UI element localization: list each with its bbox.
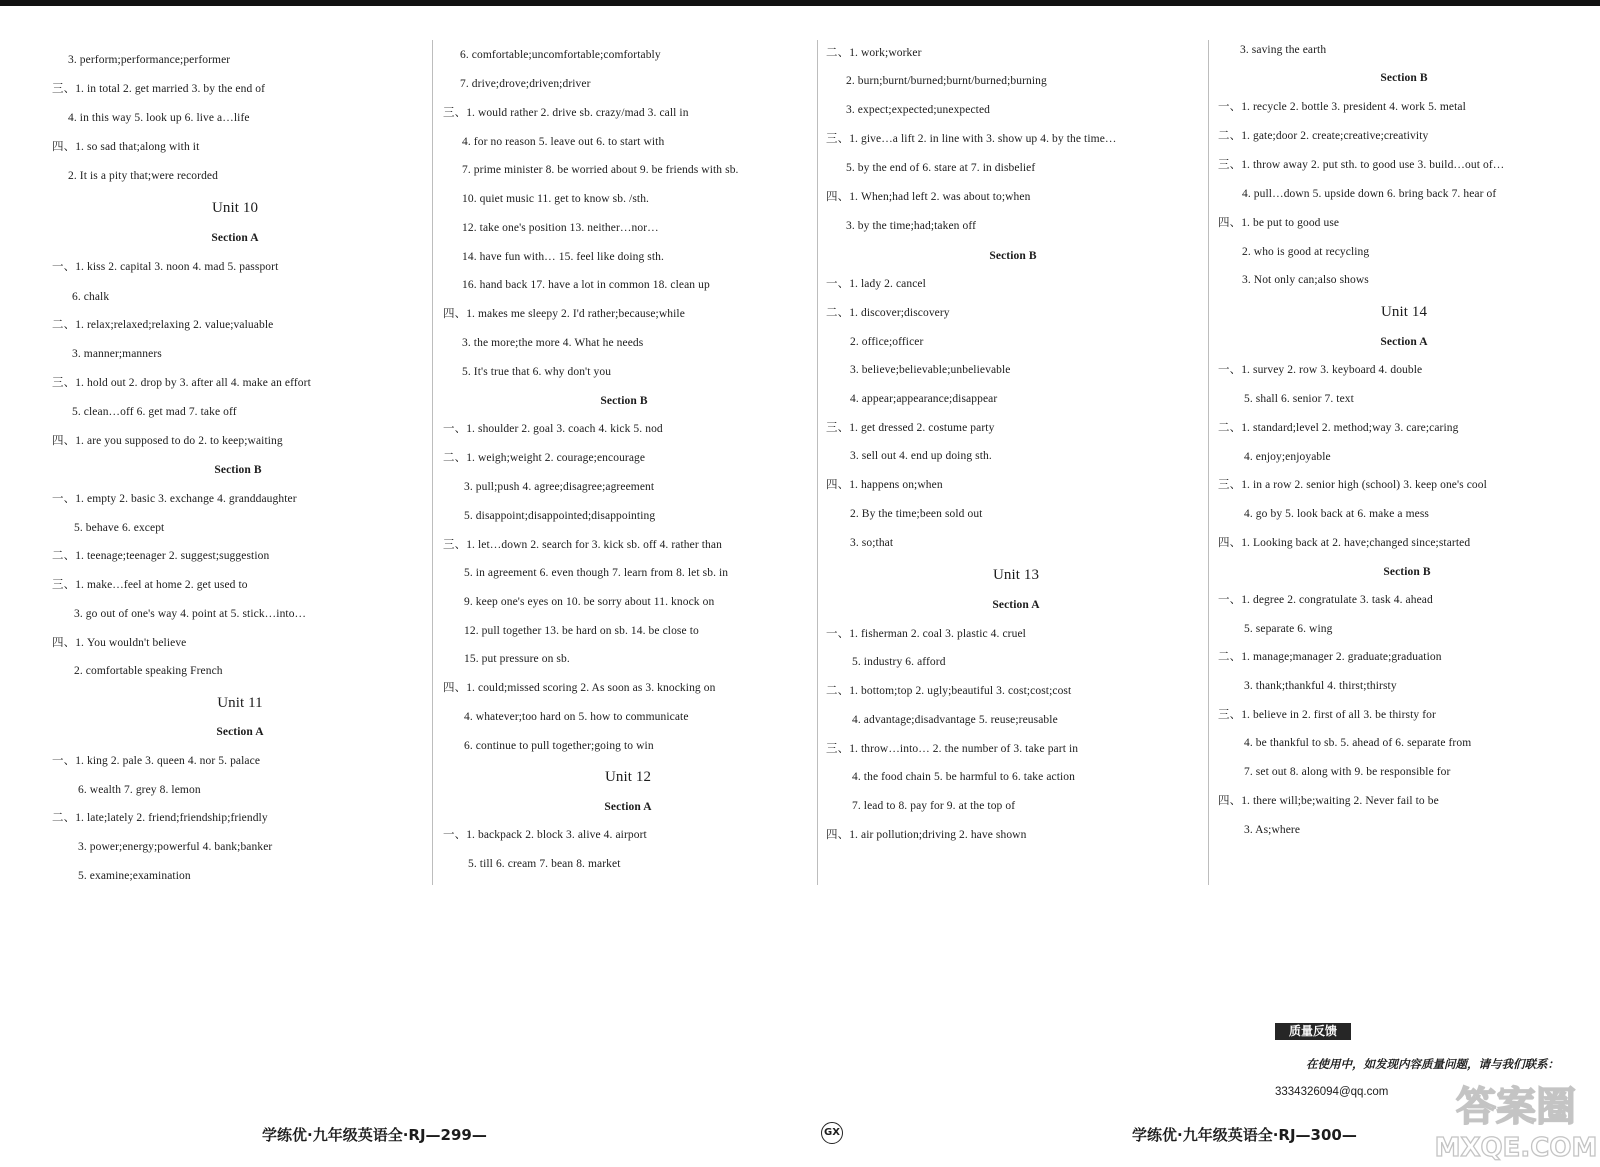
answer-line: 15. put pressure on sb. [464, 653, 570, 665]
answer-line: 3. so;that [850, 537, 894, 549]
answer-line: 3. saving the earth [1240, 44, 1327, 56]
answer-line: 6. comfortable;uncomfortable;comfortably [460, 49, 661, 61]
answer-line: 一、1. degree 2. congratulate 3. task 4. ahead [1218, 594, 1433, 606]
answer-line: 4. enjoy;enjoyable [1244, 451, 1331, 463]
section-heading: Section A [992, 599, 1040, 611]
answer-line: 5. behave 6. except [74, 522, 165, 534]
answer-line: 二、1. manage;manager 2. graduate;graduation [1218, 651, 1442, 663]
answer-line: 4. whatever;too hard on 5. how to communicate [464, 711, 689, 723]
answer-line: 四、1. happens on;when [826, 479, 943, 491]
answer-line: 三、1. in a row 2. senior high (school) 3. keep one's cool [1218, 479, 1487, 491]
section-heading: Section B [989, 250, 1037, 262]
answer-line: 3. pull;push 4. agree;disagree;agreement [464, 481, 655, 493]
answer-line: 12. pull together 13. be hard on sb. 14. be close to [464, 625, 699, 637]
answer-line: 5. shall 6. senior 7. text [1244, 393, 1354, 405]
answer-line: 3. expect;expected;unexpected [846, 104, 991, 116]
answer-line: 16. hand back 17. have a lot in common 18. clean up [462, 279, 710, 291]
answer-line: 3. the more;the more 4. What he needs [462, 337, 644, 349]
answer-line: 6. chalk [72, 291, 110, 303]
answer-line: 2. By the time;been sold out [850, 508, 983, 520]
answer-line: 2. office;officer [850, 336, 924, 348]
quality-feedback-email[interactable]: 3334326094@qq.com [1275, 1086, 1389, 1098]
section-heading: Section B [600, 395, 648, 407]
answer-line: 三、1. get dressed 2. costume party [826, 422, 995, 434]
answer-line: 四、1. makes me sleepy 2. I'd rather;because;while [443, 308, 685, 320]
answer-line: 5. in agreement 6. even though 7. learn from 8. let sb. in [464, 567, 729, 579]
section-heading: Section A [1380, 336, 1428, 348]
answer-line: 一、1. backpack 2. block 3. alive 4. airport [443, 829, 647, 841]
answer-line: 一、1. king 2. pale 3. queen 4. nor 5. palace [52, 755, 261, 767]
answer-line: 5. separate 6. wing [1244, 623, 1333, 635]
answer-line: 一、1. survey 2. row 3. keyboard 4. double [1218, 364, 1423, 376]
section-heading: Section A [211, 232, 259, 244]
section-heading: Section A [216, 726, 264, 738]
answer-line: 5. disappoint;disappointed;disappointing [464, 510, 656, 522]
answer-line: 4. for no reason 5. leave out 6. to start with [462, 136, 665, 148]
answer-line: 5. till 6. cream 7. bean 8. market [468, 858, 621, 870]
unit-heading: Unit 14 [1380, 304, 1428, 320]
answer-line: 二、1. gate;door 2. create;creative;creativity [1218, 130, 1429, 142]
answer-line: 四、1. so sad that;along with it [52, 141, 200, 153]
quality-feedback-note: 在使用中，如发现内容质量问题，请与我们联系： [1306, 1057, 1559, 1071]
answer-line: 3. go out of one's way 4. point at 5. stick…into… [74, 608, 307, 620]
answer-line: 2. comfortable speaking French [74, 665, 223, 677]
answer-line: 一、1. fisherman 2. coal 3. plastic 4. cruel [826, 628, 1026, 640]
answer-line: 4. in this way 5. look up 6. live a…life [68, 112, 250, 124]
section-heading: Section B [1383, 566, 1431, 578]
answer-line: 3. manner;manners [72, 348, 162, 360]
answer-line: 四、1. there will;be;waiting 2. Never fail to be [1218, 795, 1439, 807]
unit-heading: Unit 13 [992, 567, 1040, 583]
answer-line: 四、1. You wouldn't believe [52, 637, 187, 649]
answer-line: 14. have fun with… 15. feel like doing sth. [462, 251, 665, 263]
answer-line: 10. quiet music 11. get to know sb. /sth. [462, 193, 650, 205]
answer-line: 二、1. work;worker [826, 47, 922, 59]
answer-line: 四、1. be put to good use [1218, 217, 1340, 229]
answer-line: 二、1. late;lately 2. friend;friendship;friendly [52, 812, 268, 824]
answer-line: 三、1. in total 2. get married 3. by the end of [52, 83, 266, 95]
answer-line: 一、1. shoulder 2. goal 3. coach 4. kick 5. nod [443, 423, 663, 435]
answer-line: 6. wealth 7. grey 8. lemon [78, 784, 201, 796]
answer-line: 四、1. When;had left 2. was about to;when [826, 191, 1031, 203]
answer-line: 5. examine;examination [78, 870, 191, 882]
answer-line: 9. keep one's eyes on 10. be sorry about 11. knock on [464, 596, 715, 608]
watermark-site: MXQE.COM [1434, 1133, 1598, 1163]
footer-page-left: 学练优·九年级英语全·RJ—299— [262, 1126, 487, 1144]
answer-line: 5. by the end of 6. stare at 7. in disbelief [846, 162, 1036, 174]
answer-line: 3. sell out 4. end up doing sth. [850, 450, 992, 462]
section-heading: Section A [604, 801, 652, 813]
top-edge-bar [0, 0, 1600, 6]
answer-line: 一、1. kiss 2. capital 3. noon 4. mad 5. passport [52, 261, 279, 273]
answer-line: 4. advantage;disadvantage 5. reuse;reusable [852, 714, 1058, 726]
footer-page-right: 学练优·九年级英语全·RJ—300— [1132, 1126, 1357, 1144]
answer-line: 3. perform;performance;performer [68, 54, 231, 66]
answer-line: 二、1. teenage;teenager 2. suggest;suggestion [52, 550, 270, 562]
answer-line: 二、1. discover;discovery [826, 307, 950, 319]
answer-line: 三、1. believe in 2. first of all 3. be thirsty for [1218, 709, 1436, 721]
answer-line: 4. pull…down 5. upside down 6. bring back 7. hear of [1242, 188, 1497, 200]
answer-line: 二、1. weigh;weight 2. courage;encourage [443, 452, 646, 464]
answer-line: 4. the food chain 5. be harmful to 6. take action [852, 771, 1076, 783]
section-heading: Section B [1380, 72, 1428, 84]
answer-line: 7. drive;drove;driven;driver [460, 78, 591, 90]
answer-line: 3. believe;believable;unbelievable [850, 364, 1011, 376]
unit-heading: Unit 11 [217, 695, 263, 711]
watermark-logo [1420, 1076, 1598, 1164]
answer-line: 四、1. could;missed scoring 2. As soon as 3. knocking on [443, 682, 716, 694]
answer-line: 三、1. give…a lift 2. in line with 3. show up 4. by the time… [826, 133, 1117, 145]
column-divider [1208, 40, 1209, 885]
answer-line: 5. industry 6. afford [852, 656, 946, 668]
quality-feedback-badge: 质量反馈 [1275, 1023, 1351, 1040]
answer-line: 三、1. make…feel at home 2. get used to [52, 579, 248, 591]
gx-badge: GX [821, 1122, 843, 1144]
unit-heading: Unit 12 [604, 769, 652, 785]
answer-line: 7. prime minister 8. be worried about 9. be friends with sb. [462, 164, 739, 176]
answer-line: 4. be thankful to sb. 5. ahead of 6. separate from [1244, 737, 1472, 749]
answer-line: 一、1. empty 2. basic 3. exchange 4. granddaughter [52, 493, 297, 505]
answer-line: 2. who is good at recycling [1242, 246, 1370, 258]
answer-line: 3. Not only can;also shows [1242, 274, 1369, 286]
answer-line: 三、1. throw away 2. put sth. to good use 3. build…out of… [1218, 159, 1505, 171]
answer-line: 四、1. air pollution;driving 2. have shown [826, 829, 1027, 841]
answer-line: 3. As;where [1244, 824, 1301, 836]
watermark-title: 答案圈 [1456, 1084, 1576, 1130]
answer-line: 一、1. lady 2. cancel [826, 278, 926, 290]
answer-line: 3. thank;thankful 4. thirst;thirsty [1244, 680, 1397, 692]
answer-line: 4. go by 5. look back at 6. make a mess [1244, 508, 1429, 520]
answer-line: 5. It's true that 6. why don't you [462, 366, 612, 378]
answer-line: 7. set out 8. along with 9. be responsible for [1244, 766, 1451, 778]
answer-line: 3. by the time;had;taken off [846, 220, 977, 232]
answer-line: 三、1. hold out 2. drop by 3. after all 4. make an effort [52, 377, 311, 389]
answer-line: 三、1. let…down 2. search for 3. kick sb. off 4. rather than [443, 539, 722, 551]
column-divider [817, 40, 818, 885]
unit-heading: Unit 10 [211, 200, 259, 216]
answer-line: 3. power;energy;powerful 4. bank;banker [78, 841, 273, 853]
answer-line: 2. It is a pity that;were recorded [68, 170, 218, 182]
answer-line: 四、1. Looking back at 2. have;changed since;started [1218, 537, 1471, 549]
answer-line: 12. take one's position 13. neither…nor… [462, 222, 659, 234]
answer-line: 7. lead to 8. pay for 9. at the top of [852, 800, 1016, 812]
section-heading: Section B [214, 464, 262, 476]
answer-line: 四、1. are you supposed to do 2. to keep;waiting [52, 435, 283, 447]
answer-line: 二、1. bottom;top 2. ugly;beautiful 3. cost;cost;cost [826, 685, 1072, 697]
answer-line: 二、1. standard;level 2. method;way 3. care;caring [1218, 422, 1459, 434]
answer-line: 4. appear;appearance;disappear [850, 393, 998, 405]
answer-line: 二、1. relax;relaxed;relaxing 2. value;valuable [52, 319, 274, 331]
answer-line: 5. clean…off 6. get mad 7. take off [72, 406, 237, 418]
column-divider [432, 40, 433, 885]
answer-line: 三、1. would rather 2. drive sb. crazy/mad 3. call in [443, 107, 689, 119]
answer-line: 三、1. throw…into… 2. the number of 3. take part in [826, 743, 1079, 755]
answer-line: 2. burn;burnt/burned;burnt/burned;burning [846, 75, 1047, 87]
answer-line: 6. continue to pull together;going to win [464, 740, 654, 752]
answer-line: 一、1. recycle 2. bottle 3. president 4. work 5. metal [1218, 101, 1466, 113]
